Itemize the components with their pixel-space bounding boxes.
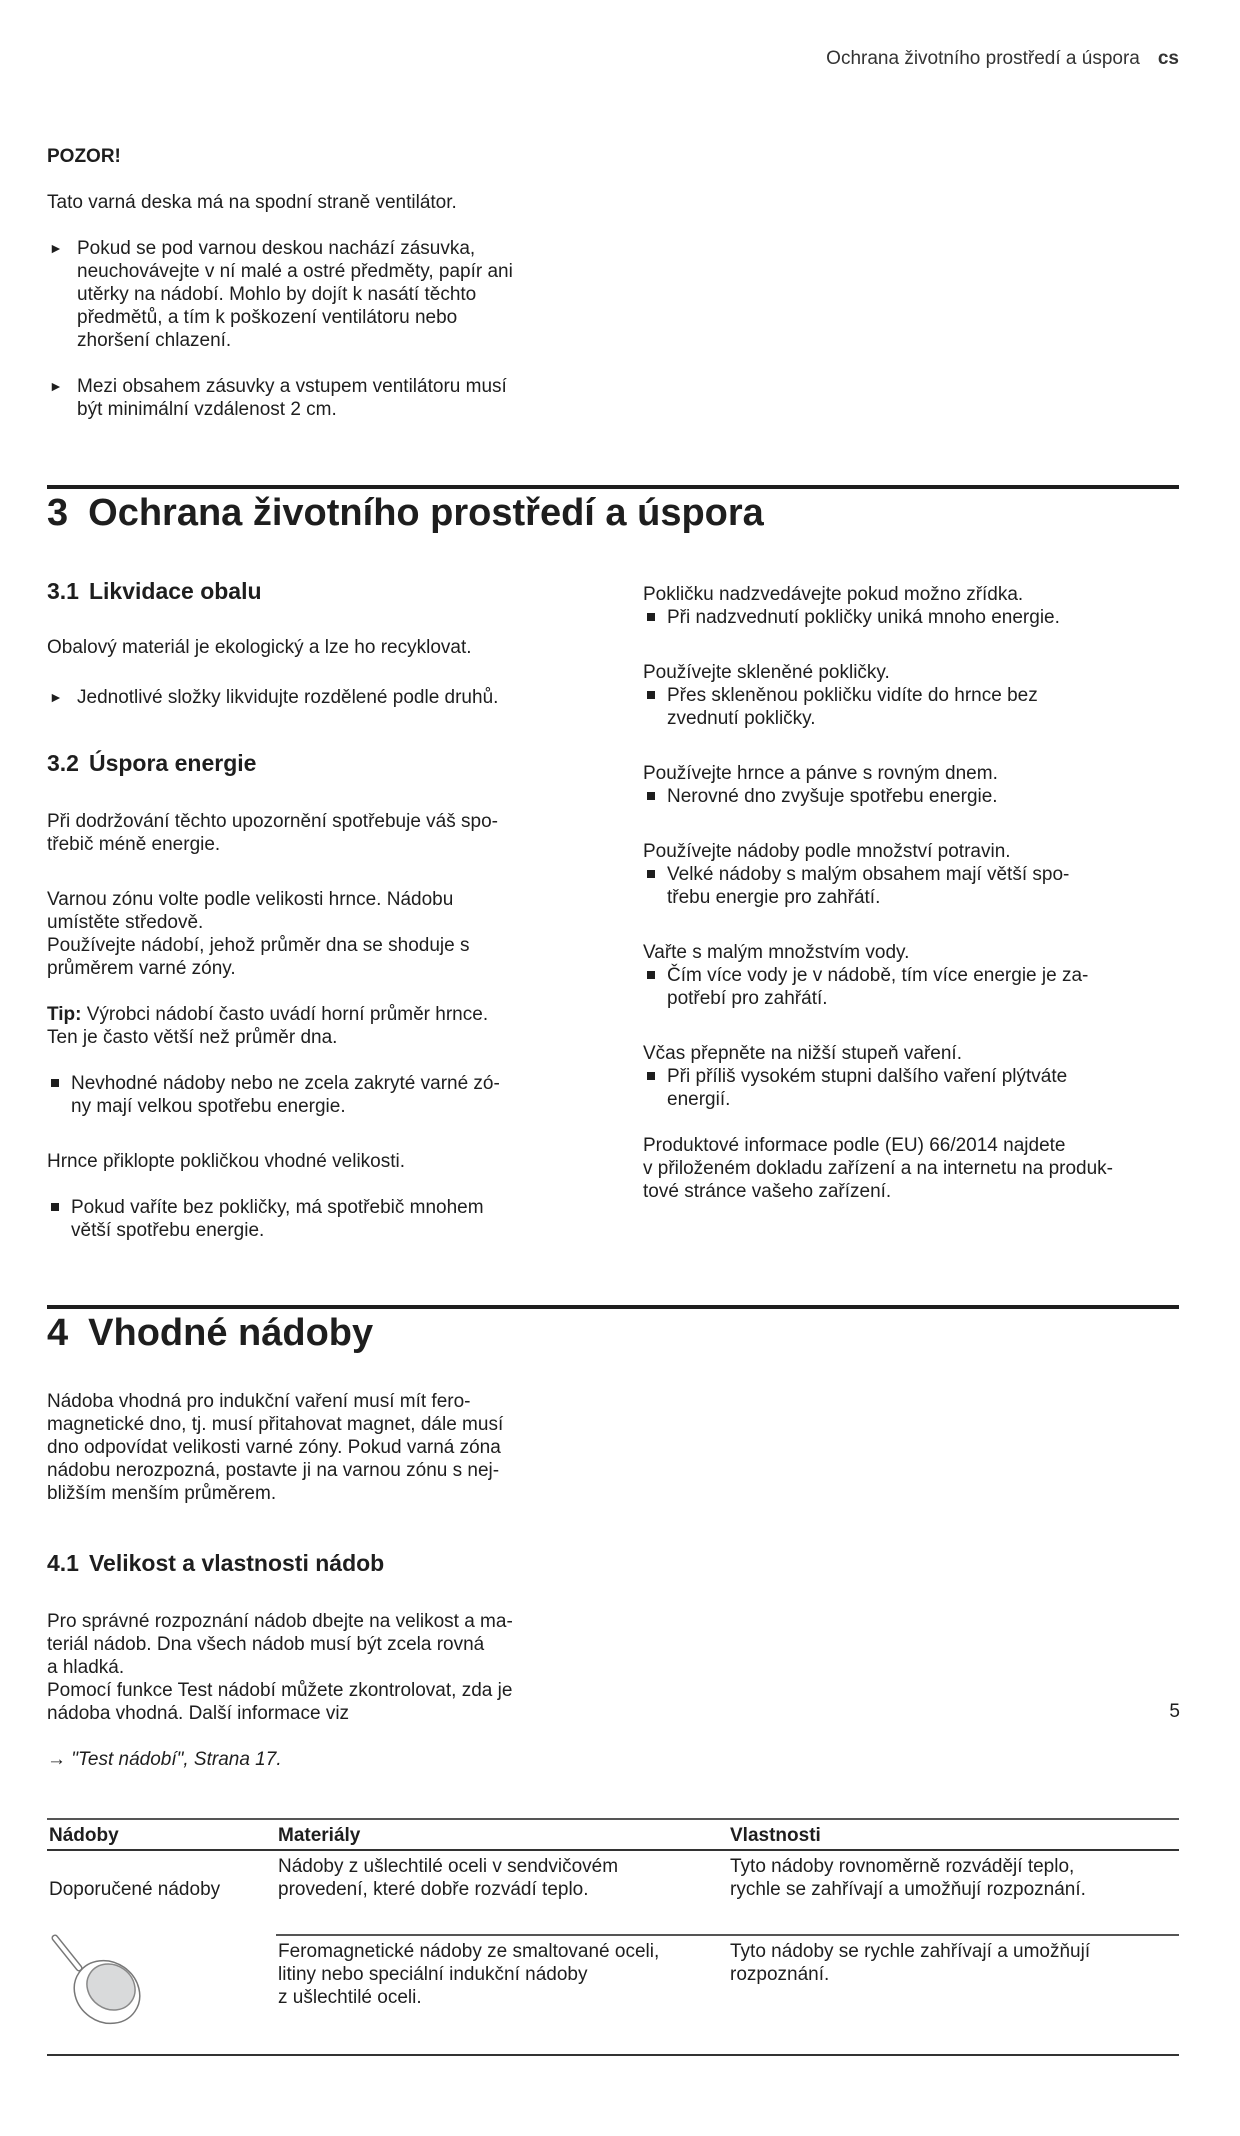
square-bullet-icon <box>647 613 655 621</box>
section-3-heading: 3 Ochrana životního prostředí a úspora <box>47 492 764 534</box>
table-row: Doporučené nádoby Nádoby z ušlechtilé oceli v sendvičovém provedení, které dobře rozvádí teplo. Tyto nádoby rovnoměrně rozvádějí teplo, rychle se zahřívají a umožňují rozpoznání. <box>47 1850 1179 1935</box>
cookware-table <box>47 1818 1179 2056</box>
paragraph: Nádoba vhodná pro indukční vaření musí mít fero- magnetické dno, tj. musí přitahovat magnet, dále musí dno odpovídat velikosti varné zóny. Pokud varná zóna nádobu nerozpozná, postavte ji na varnou zónu s nej- bližším menším průměrem. <box>47 1391 504 1504</box>
cross-reference-link[interactable]: → "Test nádobí", Strana 17. <box>47 1749 282 1770</box>
paragraph: Obalový materiál je ekologický a lze ho recyklovat. <box>47 637 472 658</box>
list-item: Pokud vaříte bez pokličky, má spotřebič mnohem větší spotřebu energie. <box>47 1196 627 1242</box>
list-item: ► Jednotlivé složky likvidujte rozdělené podle druhů. <box>49 687 499 708</box>
column-header: Nádoby <box>47 1819 276 1850</box>
tip-group: Včas přepněte na nižší stupeň vaření. Při příliš vysokém stupni dalšího vaření plýtváte energií. <box>643 1043 1068 1110</box>
square-bullet-icon <box>647 971 655 979</box>
square-bullet-icon <box>647 870 655 878</box>
tip-group: Vařte s malým množstvím vody. Čím více vody je v nádobě, tím více energie je za- potřebí pro zahřátí. <box>643 942 1089 1009</box>
list-item: Nevhodné nádoby nebo ne zcela zakryté varné zó- ny mají velkou spotřebu energie. <box>47 1072 627 1118</box>
square-bullet-icon <box>51 1203 59 1211</box>
language-code: cs <box>1157 48 1179 69</box>
category-cell: Doporučené nádoby <box>47 1850 276 2055</box>
warning-box <box>47 122 607 444</box>
list-item: ► Pokud se pod varnou deskou nachází zásuvka, neuchovávejte v ní malé a ostré předměty, papír ani utěrky na nádobí. Mohlo by dojít k nasátí těchto předmětů, a tím k poškození ventilátoru nebo zhoršení chlazení. <box>49 238 513 351</box>
tip-group: Používejte skleněné pokličky. Přes skleněnou pokličku vidíte do hrnce bez zvednutí pokličky. <box>643 662 1038 729</box>
tip: Tip: Výrobci nádobí často uvádí horní průměr hrnce. Ten je často větší než průměr dna. <box>47 1004 489 1048</box>
section-4-content <box>47 1367 647 1794</box>
section-3-2-heading: 3.2 Úspora energie <box>47 750 257 776</box>
page-number: 5 <box>1169 1701 1180 1722</box>
paragraph: Varnou zónu volte podle velikosti hrnce. Nádobu umístěte středově. Používejte nádobí, jehož průměr dna se shoduje s průměrem varné zóny. <box>47 889 470 979</box>
section-4-1-heading: 4.1 Velikost a vlastnosti nádob <box>47 1550 385 1576</box>
warning-title: POZOR! <box>47 146 121 167</box>
product-info: Produktové informace podle (EU) 66/2014 najdete v přiloženém dokladu zařízení a na internetu na produk- tové stránce vašeho zařízení. <box>643 1135 1113 1202</box>
column-header: Materiály <box>276 1819 728 1850</box>
section-3-right-column <box>643 555 1179 1265</box>
square-bullet-icon <box>647 1072 655 1080</box>
section-3-columns <box>47 555 1179 1265</box>
section-divider <box>47 485 1179 489</box>
section-3-1-heading: 3.1 Likvidace obalu <box>47 578 262 604</box>
tip-group: Používejte hrnce a pánve s rovným dnem. Nerovné dno zvyšuje spotřebu energie. <box>643 763 998 807</box>
triangle-bullet-icon: ► <box>49 240 63 256</box>
paragraph: Hrnce přiklopte pokličkou vhodné velikosti. <box>47 1151 406 1172</box>
running-header <box>47 47 1179 70</box>
section-4-heading: 4 Vhodné nádoby <box>47 1312 374 1354</box>
section-3-left-column <box>47 555 627 1265</box>
column-header: Vlastnosti <box>728 1819 1179 1850</box>
paragraph: Pro správné rozpoznání nádob dbejte na velikost a ma- teriál nádob. Dna všech nádob musí být zcela rovná a hladká. Pomocí funkce Test nádobí můžete zkontrolovat, zda je nádoba vhodná. Další informace viz <box>47 1611 513 1724</box>
triangle-bullet-icon: ► <box>49 689 63 705</box>
list-item: ► Mezi obsahem zásuvky a vstupem ventilátoru musí být minimální vzdálenost 2 cm. <box>49 376 507 420</box>
paragraph: Při dodržování těchto upozornění spotřebuje váš spo- třebič méně energie. <box>47 811 498 855</box>
square-bullet-icon <box>51 1079 59 1087</box>
warning-text: Tato varná deska má na spodní straně ventilátor. <box>47 192 457 213</box>
tip-group: Pokličku nadzvedávejte pokud možno zřídka. Při nadzvednutí pokličky uniká mnoho energie. <box>643 584 1060 628</box>
pan-illustration-icon <box>49 1932 159 2027</box>
tip-group: Používejte nádoby podle množství potravin. Velké nádoby s malým obsahem mají větší spo- třebu energie pro zahřátí. <box>643 841 1070 908</box>
square-bullet-icon <box>647 691 655 699</box>
header-title: Ochrana životního prostředí a úspora <box>826 48 1140 69</box>
table-row: Feromagnetické nádoby ze smaltované oceli, litiny nebo speciální indukční nádoby z ušlechtilé oceli. Tyto nádoby se rychle zahřívají a umožňují rozpoznání. <box>278 1941 1091 2009</box>
square-bullet-icon <box>647 792 655 800</box>
section-divider <box>47 1305 1179 1309</box>
triangle-bullet-icon: ► <box>49 378 63 394</box>
